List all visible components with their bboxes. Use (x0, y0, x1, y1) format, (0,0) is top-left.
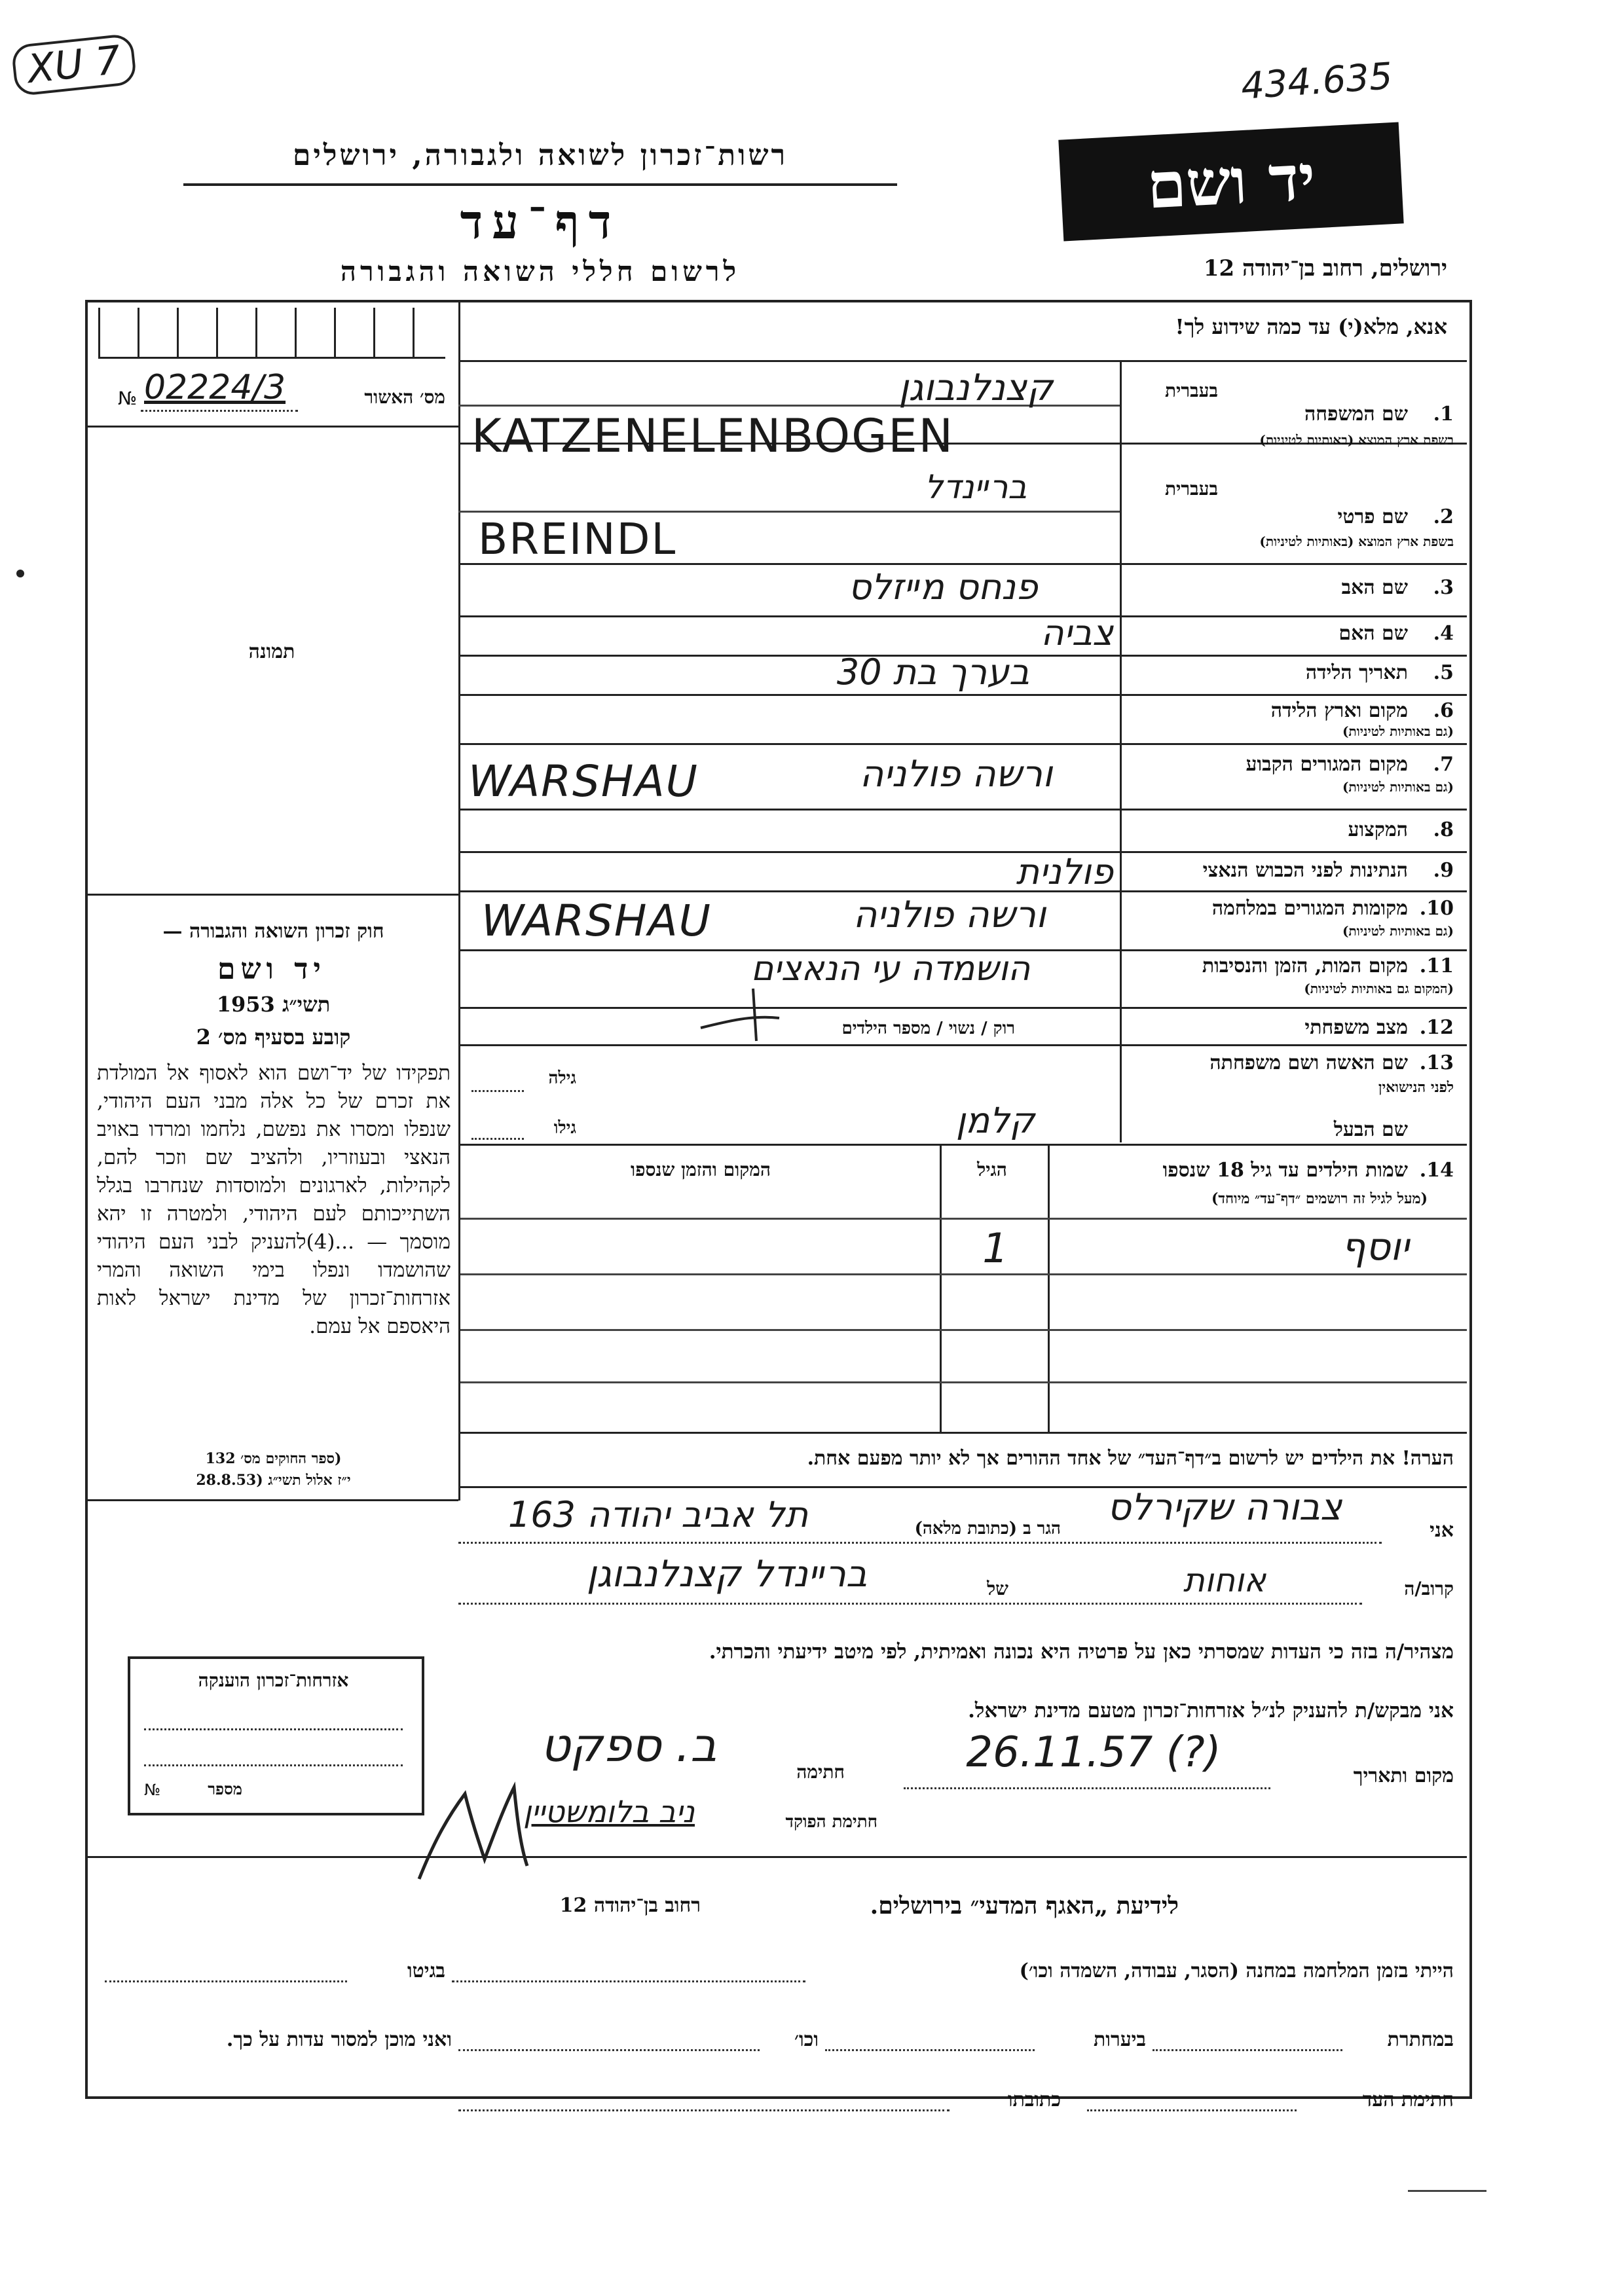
approval-bottom-line (85, 426, 458, 428)
child-name: יוסף (1341, 1224, 1409, 1269)
signature-label: חתימה (796, 1761, 845, 1783)
header-address: ירושלים, רחוב בן־יהודה 12 (1203, 255, 1447, 282)
instruction-text: אנא, מלא(י) עד כמה שידוע לך! (1175, 314, 1447, 339)
row-line (458, 743, 1467, 745)
row-sub-line (458, 511, 1120, 513)
law-body: תפקידו של יד־ושם הוא לאסוף אל המולדת את זכרם של כל אלה מבני העם היהודי, שנפלו ומסרו את נפשם, נלחמו ומרדו באויב הנאצי ובעוזריו, ולהציב שם וזכר להם, לקהילות, לארגונים ולמוסדות שנחרבו בגלל השתייכותם לעם היהודי, ולמטרה זו יהא מוסמך — ...(4)להעניק לבני העם היהודי שהושמדו ונפלו בימי השואה והמרי אזרחות־זכרון של מדינת ישראל לאות היאספם אל עמם. (97, 1061, 451, 1338)
row-line (458, 1007, 1467, 1009)
date-value: 26.11.57 (?) (966, 1728, 1221, 1777)
declarant-signature: ב. ספקט (540, 1719, 717, 1772)
field-13-label: שם האשה ושם משפחתה (1209, 1051, 1408, 1074)
field-5-label: תאריך הלידה (1305, 661, 1408, 684)
labels-divider (1120, 360, 1122, 1142)
field-4-label: שם האם (1338, 622, 1408, 645)
place-date-label: מקום ותאריך (1353, 1764, 1454, 1787)
field-2-number: 2. (1433, 505, 1454, 528)
bottom-underground: במחתרת (1387, 2028, 1454, 2051)
of-label: של (987, 1578, 1008, 1599)
bottom-address: רחוב בן־יהודה 12 (559, 1894, 701, 1917)
field-6-label: מקום וארץ הלידה (1270, 699, 1408, 722)
husband-value: קלמן (955, 1100, 1035, 1141)
field-3-number: 3. (1433, 576, 1454, 599)
scan-speck (16, 570, 24, 577)
children-row-line (458, 1381, 1467, 1383)
citizenship-dots-1 (144, 1728, 403, 1730)
field-3-value: פנחס מײזלס (848, 566, 1038, 608)
field-7-value: ורשה פולניה (859, 753, 1053, 795)
law-bottom-line (85, 1499, 458, 1501)
left-column-divider (458, 302, 460, 1144)
children-row-line (458, 1273, 1467, 1275)
field-12-number: 12. (1419, 1016, 1454, 1039)
field-6-sub: (גם באותיות לטיניות) (1342, 723, 1454, 739)
row-line (458, 809, 1467, 811)
law-source-date: י״ז אלול תשי״ג (28.8.53 (196, 1472, 351, 1489)
declarant-lives-at: הגר ב (כתובת מלאה) (914, 1519, 1061, 1539)
law-top-line (85, 894, 458, 896)
declarant-address: תל אביב יהודה 163 (507, 1494, 809, 1535)
field-1-latin-value: KATZENELENBOGEN (471, 409, 954, 463)
field-1-sub: בשפת ארץ המוצא (באותיות לטיניות) (1259, 432, 1454, 448)
bottom-line1-dots (452, 1980, 805, 1982)
field-7-label: מקום המגורים הקבוע (1246, 753, 1408, 776)
field-13-sub: לפני הנישואין (1378, 1079, 1454, 1096)
field-1-label: שם המשפחה (1304, 403, 1408, 426)
note-text: הערה! את הילדים יש לרשום ב״דף־העד״ של אחד ההורים אך לא יותר מפעם אחת. (807, 1447, 1454, 1470)
document-number: 434.635 (1240, 55, 1394, 108)
bottom-ghetto: בגיטו (407, 1959, 445, 1982)
field-4-number: 4. (1433, 622, 1454, 645)
approval-no-prefix: № (118, 388, 138, 409)
law-right-border (458, 1144, 460, 1501)
form-subtitle: לרשום חללי השואה והגבורה (340, 255, 741, 287)
field-7-sub: (גם באותיות לטיניות) (1342, 779, 1454, 795)
field-10-number: 10. (1419, 897, 1454, 920)
bottom-dots-addr (458, 2109, 950, 2111)
field-11-number: 11. (1419, 955, 1454, 977)
field-2-label: שם פרטי (1337, 505, 1408, 528)
field-7-number: 7. (1433, 753, 1454, 776)
law-source: (ספר החוקים מס׳ 132 (205, 1450, 342, 1467)
citizenship-dots-2 (144, 1764, 403, 1766)
bottom-willing: ואני מוכן למסור עדות על כך. (226, 2028, 452, 2051)
org-underline (183, 183, 897, 186)
yad-vashem-logo: יד ושם (1058, 122, 1403, 241)
form-title: דף־עד (460, 194, 621, 249)
field-2-heb-tag: בעברית (1164, 478, 1218, 500)
bottom-title: לידיעת „האגף המדעי״ בירושלים. (870, 1892, 1179, 1920)
bottom-forests: ביערות (1093, 2028, 1146, 2051)
row-line (458, 1044, 1467, 1046)
field-1-number: 1. (1433, 403, 1454, 426)
children-header-line (458, 1218, 1467, 1220)
children-sub: (מעל לגיל זה רושמים ״דף־עד״ מיוחד) (1211, 1190, 1428, 1207)
approval-label: מס׳ האשור (364, 386, 445, 408)
field-8-number: 8. (1433, 818, 1454, 841)
bottom-section-line (85, 1856, 1467, 1858)
declarant-name: צבורה שקירלס (1107, 1486, 1342, 1529)
law-title: חוק זכרון השואה והגבורה — (162, 920, 384, 943)
field-9-number: 9. (1433, 859, 1454, 882)
field-2-heb-value: ברײנדל (924, 468, 1027, 506)
bottom-dots-c (458, 2049, 760, 2051)
field-2-sub: בשפת ארץ המוצא (באותיות לטיניות) (1259, 534, 1454, 549)
bottom-dots-a (1153, 2049, 1342, 2051)
relative-label: קרוב/ה (1404, 1578, 1454, 1599)
law-year: תשי״ג 1953 (216, 992, 331, 1017)
law-logo: יד ושם (217, 953, 326, 986)
field-13-age-label: גילה (548, 1068, 576, 1088)
field-2-latin-value: BREINDL (478, 514, 677, 564)
field-10-value: ורשה פולניה (853, 894, 1046, 936)
field-5-number: 5. (1433, 661, 1454, 684)
bottom-address-label: כתובתו (1007, 2088, 1061, 2111)
date-dots (904, 1787, 1270, 1789)
children-bottom-line (458, 1432, 1467, 1434)
row-line (458, 694, 1467, 696)
children-label: שמות הילדים עד גיל 18 שנספו (1162, 1159, 1408, 1182)
children-col-2 (940, 1144, 942, 1432)
bottom-line1: הייתי בזמן המלחמה במחנה (הסגר, עבודה, השמדה וכו׳) (1019, 1959, 1454, 1982)
field-3-label: שם האב (1341, 576, 1408, 599)
field-9-label: הנתינות לפני הכבוש הנאצי (1202, 859, 1408, 882)
husband-age-label: גילו (553, 1118, 576, 1138)
corner-stamp: XU 7 (10, 33, 137, 96)
bottom-witness-signature: חתימת העד (1362, 2088, 1454, 2111)
citizenship-no-prefix: № (144, 1781, 160, 1799)
field-10-latin-value: WARSHAU (481, 896, 712, 946)
field-8-label: המקצוע (1348, 818, 1408, 841)
husband-age-dots (471, 1138, 524, 1140)
bottom-dots-b (825, 2049, 1035, 2051)
request-text: אני מבקש/ת להעניק לנ״ל אזרחות־זכרון מטעם מדינת ישראל. (968, 1699, 1454, 1722)
officer-signature: ניב בלומשטיין (523, 1794, 695, 1829)
field-10-sub: (גם באותיות לטיניות) (1342, 923, 1454, 939)
declarant-dots (458, 1542, 1382, 1544)
field-1-heb-value: קצנלנבוגן (898, 367, 1053, 409)
field-12-strike-mark (688, 982, 819, 1048)
photo-label: תמונה (248, 640, 295, 663)
children-number: 14. (1419, 1159, 1454, 1182)
law-clause: קובע בסעיף מס׳ 2 (196, 1025, 351, 1049)
relative-dots (458, 1603, 1362, 1605)
top-ticks-base (98, 357, 445, 359)
field-12-label: מצב משפחתי (1304, 1016, 1408, 1039)
field-11-label: מקום המות, הזמן והנסיבות (1202, 955, 1408, 977)
field-10-label: מקומות המגורים במלחמה (1211, 897, 1408, 920)
declarant-ani: אני (1430, 1519, 1454, 1542)
bottom-ghetto-dots (105, 1980, 347, 1982)
row-line (458, 1144, 1467, 1146)
field-7-latin-value: WARSHAU (468, 756, 699, 807)
field-6-number: 6. (1433, 699, 1454, 722)
field-5-value: בערך בת 30 (836, 651, 1030, 693)
field-11-sub: (המקום גם באותיות לטיניות) (1304, 981, 1454, 996)
org-line: רשות־זכרון לשואה ולגבורה, ירושלים (292, 139, 788, 172)
of-value: ברײנדל קצנלנבוגן (586, 1553, 868, 1595)
scan-dash (1408, 2190, 1486, 2192)
top-ticks (98, 308, 445, 357)
field-12-value: רוק / נשוי / מספר הילדים (841, 1019, 1015, 1038)
children-row-line (458, 1329, 1467, 1331)
officer-signature-flourish (406, 1768, 576, 1892)
row-line (458, 615, 1467, 617)
field-1-heb-tag: בעברית (1164, 380, 1218, 401)
field-4-value: צביה (1041, 612, 1113, 653)
approval-value: 02224/3 (144, 368, 286, 407)
declaration-text: מצהיר/ה בזה כי העדות שמסרתי כאן על פרטיה היא נכונה ואמיתית, לפי מיטב ידיעתי והכרתי. (709, 1640, 1454, 1664)
field-13-age-dots (471, 1090, 524, 1092)
field-13-number: 13. (1419, 1051, 1454, 1074)
citizenship-no-label: מספר (208, 1779, 242, 1798)
relation-value: אוחות (1183, 1561, 1266, 1599)
field-11-value: הושמדה עי הנאצים (750, 949, 1031, 989)
bottom-dots-sig (1087, 2109, 1297, 2111)
field-9-value: פולנית (1016, 851, 1113, 892)
instruction-line (458, 360, 1467, 362)
children-col-age: הגיל (977, 1159, 1007, 1180)
bottom-etc: וכו׳ (794, 2028, 819, 2051)
child-age: 1 (982, 1224, 1008, 1272)
children-col-1 (1048, 1144, 1050, 1432)
children-col-place: המקום והזמן שנספו (631, 1159, 771, 1180)
citizenship-title: אזרחות־זכרון הוענקה (198, 1669, 349, 1691)
officer-label: חתימת הפוקד (785, 1812, 877, 1832)
husband-label: שם הבעל (1333, 1118, 1408, 1141)
approval-dots (141, 410, 298, 412)
